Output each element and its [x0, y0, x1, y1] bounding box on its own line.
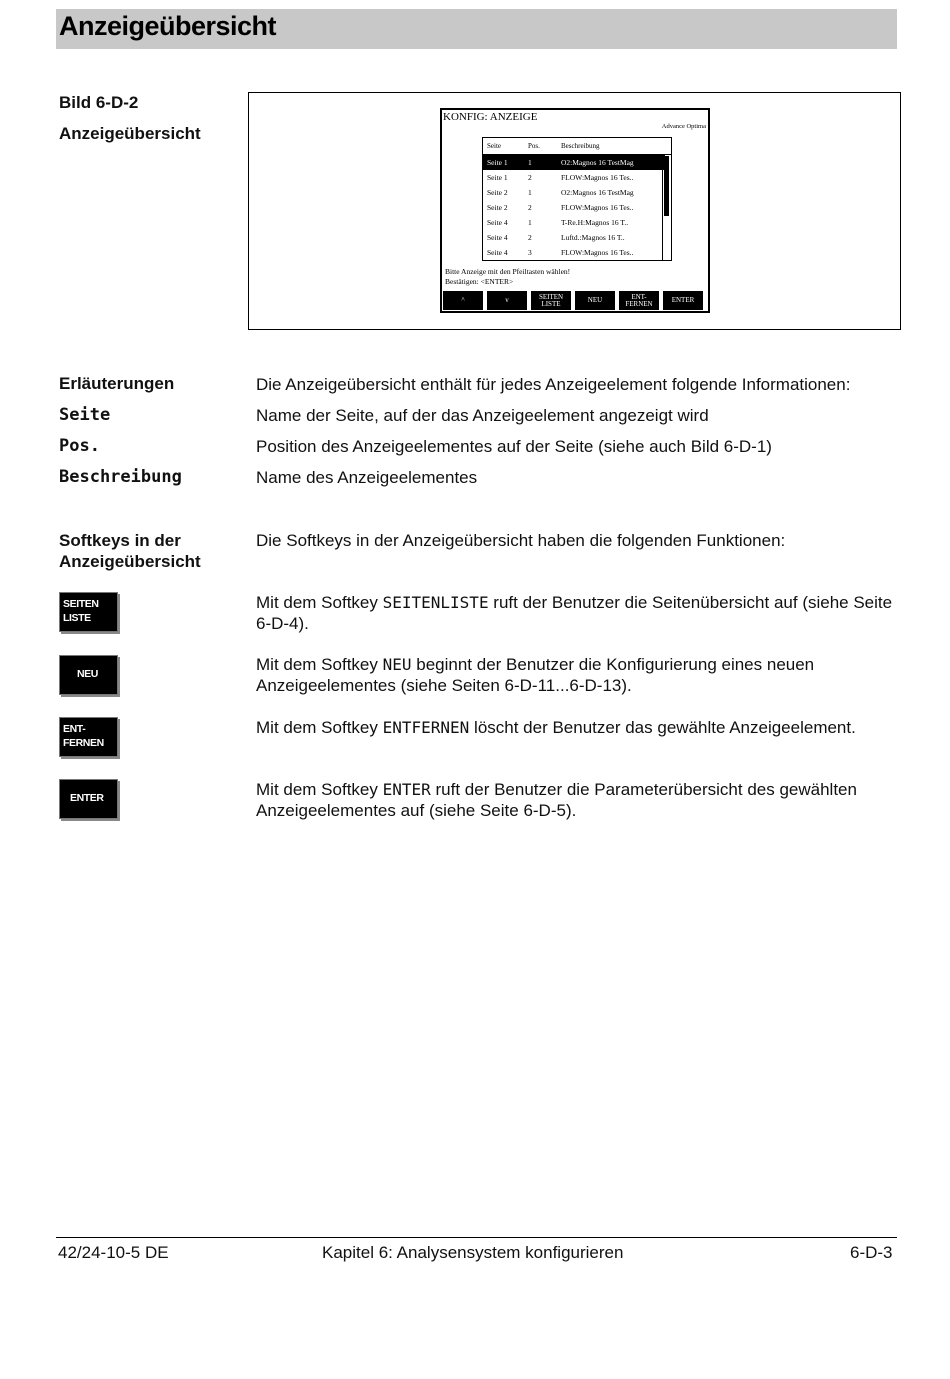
- row-pos: 2: [528, 233, 532, 242]
- term-beschreibung-text: Name des Anzeigeelementes: [256, 468, 478, 487]
- footer-chapter: Kapitel 6: Analysensystem konfigurieren: [322, 1243, 624, 1262]
- term-pos: Pos.: [59, 436, 100, 456]
- display-list: [482, 137, 672, 261]
- list-header: [483, 138, 671, 155]
- row-beschreibung: O2:Magnos 16 TestMag: [561, 158, 634, 167]
- screen-title: KONFIG: ANZEIGE: [443, 111, 538, 123]
- screen-softkey-bar: [443, 291, 707, 310]
- screen-softkey-enter[interactable]: ENTER: [663, 291, 705, 310]
- softkeys-heading-line-2: Anzeigeübersicht: [59, 552, 201, 571]
- screen-brand: Advance Optima: [661, 123, 706, 130]
- term-beschreibung: Beschreibung: [59, 467, 182, 487]
- row-beschreibung: FLOW:Magnos 16 Tes..: [561, 173, 634, 182]
- row-beschreibung: FLOW:Magnos 16 Tes..: [561, 248, 634, 257]
- figure-caption: Anzeigeübersicht: [59, 124, 201, 143]
- desc-post: beginnt der Benutzer die Konfigurierung eines neuen Anzeigeelementes (siehe Seiten 6-D-11...6-D-13).: [256, 655, 815, 695]
- row-seite: Seite 1: [487, 173, 508, 182]
- desc-pre: Mit dem Softkey: [256, 655, 383, 674]
- footer-divider: [56, 1237, 897, 1238]
- screen-softkey-seitenliste[interactable]: SEITEN LISTE: [531, 291, 573, 310]
- row-seite: Seite 2: [487, 203, 508, 212]
- hint-line-1: Bitte Anzeige mit den Pfeiltasten wählen!: [445, 267, 571, 276]
- desc-post: ruft der Benutzer die Seitenübersicht auf (siehe Seite 6-D-4).: [256, 593, 893, 633]
- softkey-label: SEITEN: [63, 598, 99, 610]
- screen-hint: [445, 267, 570, 287]
- softkey-seitenliste[interactable]: [59, 592, 118, 632]
- row-seite: Seite 2: [487, 188, 508, 197]
- softkey-enter-desc: [256, 779, 896, 821]
- column-header-beschreibung: Beschreibung: [561, 142, 600, 150]
- softkey-label: ENTER: [70, 792, 104, 804]
- list-row[interactable]: [483, 185, 665, 200]
- row-pos: 2: [528, 173, 532, 182]
- desc-pre: Mit dem Softkey: [256, 593, 383, 612]
- term-seite-text: Name der Seite, auf der das Anzeigeelement angezeigt wird: [256, 406, 709, 425]
- row-pos: 1: [528, 158, 532, 167]
- scrollbar-thumb[interactable]: [664, 156, 669, 216]
- title-bar: [56, 9, 897, 49]
- list-row[interactable]: [483, 170, 665, 185]
- row-seite: Seite 4: [487, 218, 508, 227]
- list-row[interactable]: [483, 245, 665, 260]
- term-seite: Seite: [59, 405, 111, 425]
- row-seite: Seite 1: [487, 158, 508, 167]
- softkeys-heading-line-1: Softkeys in der: [59, 531, 181, 550]
- row-beschreibung: T-Re.H:Magnos 16 T..: [561, 218, 629, 227]
- explanations-heading: Erläuterungen: [59, 374, 175, 393]
- device-screen: [440, 108, 710, 313]
- screen-softkey-up[interactable]: ^: [443, 291, 485, 310]
- row-pos: 2: [528, 203, 532, 212]
- desc-code: ENTER: [382, 780, 431, 799]
- row-beschreibung: FLOW:Magnos 16 Tes..: [561, 203, 634, 212]
- softkey-label: FERNEN: [63, 737, 104, 749]
- desc-pre: Mit dem Softkey: [256, 718, 383, 737]
- screen-softkey-entfernen[interactable]: ENT- FERNEN: [619, 291, 661, 310]
- softkey-neu[interactable]: [59, 655, 118, 695]
- softkey-enter[interactable]: [59, 779, 118, 819]
- screen-softkey-down[interactable]: v: [487, 291, 529, 310]
- list-row[interactable]: [483, 215, 665, 230]
- softkey-seitenliste-desc: [256, 592, 896, 634]
- softkeys-intro: Die Softkeys in der Anzeigeübersicht haben die folgenden Funktionen:: [256, 531, 786, 550]
- screen-softkey-neu[interactable]: NEU: [575, 291, 617, 310]
- desc-code: SEITENLISTE: [382, 593, 489, 612]
- footer-doc-number: 42/24-10-5 DE: [58, 1243, 169, 1262]
- row-pos: 1: [528, 188, 532, 197]
- desc-post: löscht der Benutzer das gewählte Anzeigeelement.: [469, 718, 856, 737]
- row-seite: Seite 4: [487, 248, 508, 257]
- softkey-entfernen[interactable]: [59, 717, 118, 757]
- column-header-pos: Pos.: [528, 142, 540, 150]
- page-title: Anzeigeübersicht: [59, 11, 277, 41]
- row-beschreibung: Luftd.:Magnos 16 T..: [561, 233, 625, 242]
- softkey-entfernen-desc: [256, 717, 896, 738]
- softkeys-heading: [59, 530, 201, 572]
- list-row[interactable]: [483, 155, 665, 170]
- desc-code: NEU: [382, 655, 412, 674]
- desc-post: ruft der Benutzer die Parameterübersicht des gewählten Anzeigeelementes auf (siehe Seite 6-D-5).: [256, 780, 857, 820]
- row-seite: Seite 4: [487, 233, 508, 242]
- softkey-label: LISTE: [63, 612, 91, 624]
- footer-page-number: 6-D-3: [850, 1243, 893, 1262]
- softkey-neu-desc: [256, 654, 896, 696]
- figure-number: Bild 6-D-2: [59, 93, 139, 112]
- desc-code: ENTFERNEN: [382, 718, 470, 737]
- term-pos-text: Position des Anzeigeelementes auf der Seite (siehe auch Bild 6-D-1): [256, 437, 772, 456]
- softkey-label: ENT-: [63, 723, 86, 735]
- list-row[interactable]: [483, 230, 665, 245]
- list-scrollbar[interactable]: [662, 154, 671, 260]
- list-row[interactable]: [483, 200, 665, 215]
- desc-pre: Mit dem Softkey: [256, 780, 383, 799]
- column-header-seite: Seite: [487, 142, 501, 150]
- softkey-label: NEU: [77, 668, 98, 680]
- hint-line-2: Bestätigen: <ENTER>: [445, 277, 514, 286]
- row-pos: 3: [528, 248, 532, 257]
- explanations-intro: Die Anzeigeübersicht enthält für jedes Anzeigeelement folgende Informationen:: [256, 375, 851, 394]
- row-pos: 1: [528, 218, 532, 227]
- row-beschreibung: O2:Magnos 16 TestMag: [561, 188, 634, 197]
